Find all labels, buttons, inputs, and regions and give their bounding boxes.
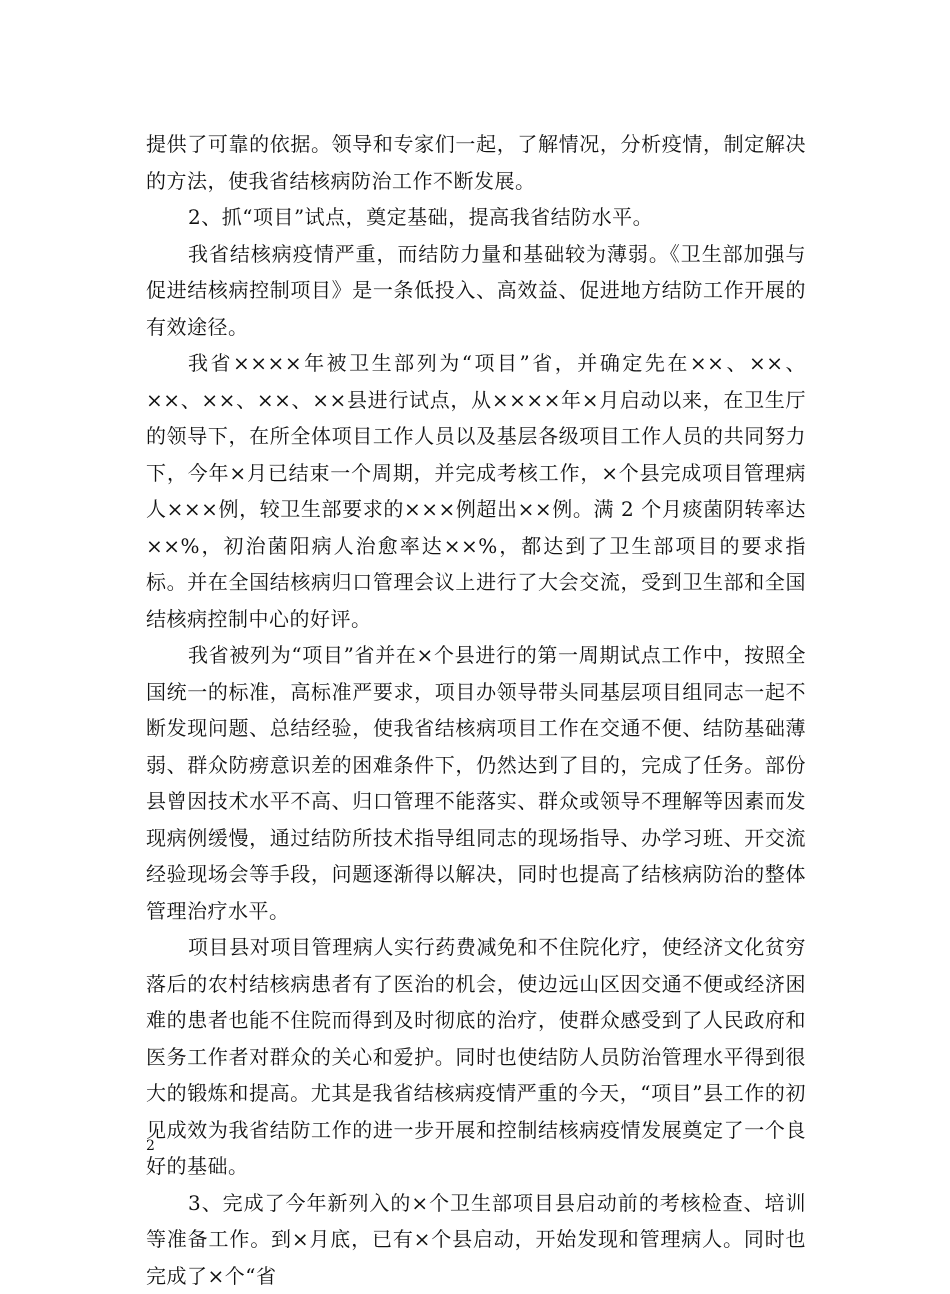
- paragraph: 项目县对项目管理病人实行药费减免和不住院化疗，使经济文化贫穷落后的农村结核病患者有了医治的机会，使边远山区因交通不便或经济困难的患者也能不住院而得到及时彻底的治疗，使群众感受到了人民政府和医务工作者对群众的关心和爱护。同时也使结防人员防治管理水平得到很大的锻炼和提高。尤其是我省结核病疫情严重的今天，“项目”县工作的初见成效为我省结防工作的进一步开展和控制结核病疫情发展奠定了一个良好的基础。: [146, 929, 806, 1185]
- page-number: 2: [146, 1137, 155, 1155]
- paragraph-heading-3: 3、完成了今年新列入的×个卫生部项目县启动前的考核检查、培训等准备工作。到×月底，已有×个县启动，开始发现和管理病人。同时也完成了×个“省: [146, 1185, 806, 1294]
- paragraph: 我省××××年被卫生部列为“项目”省，并确定先在××、××、××、××、××、××县进行试点，从××××年×月启动以来，在卫生厅的领导下，在所全体项目工作人员以及基层各级项目工作人员的共同努力下，今年×月已结束一个周期，并完成考核工作，×个县完成项目管理病人×××例，较卫生部要求的×××例超出××例。满 2 个月痰菌阴转率达××%，初治菌阳病人治愈率达××%，都达到了卫生部项目的要求指标。并在全国结核病归口管理会议上进行了大会交流，受到卫生部和全国结核病控制中心的好评。: [146, 345, 806, 637]
- paragraph: 我省结核病疫情严重，而结防力量和基础较为薄弱。《卫生部加强与促进结核病控制项目》是一条低投入、高效益、促进地方结防工作开展的有效途径。: [146, 236, 806, 346]
- paragraph: 我省被列为“项目”省并在×个县进行的第一周期试点工作中，按照全国统一的标准，高标准严要求，项目办领导带头同基层项目组同志一起不断发现问题、总结经验，使我省结核病项目工作在交通不便、结防基础薄弱、群众防痨意识差的困难条件下，仍然达到了目的，完成了任务。部份县曾因技术水平不高、归口管理不能落实、群众或领导不理解等因素而发现病例缓慢，通过结防所技术指导组同志的现场指导、办学习班、开交流经验现场会等手段，问题逐渐得以解决，同时也提高了结核病防治的整体管理治疗水平。: [146, 637, 806, 929]
- paragraph-continued: 提供了可靠的依据。领导和专家们一起，了解情况，分析疫情，制定解决的方法，使我省结核病防治工作不断发展。: [146, 126, 806, 199]
- paragraph-heading-2: 2、抓“项目”试点，奠定基础，提高我省结防水平。: [146, 199, 806, 236]
- body-text: [146, 126, 806, 1294]
